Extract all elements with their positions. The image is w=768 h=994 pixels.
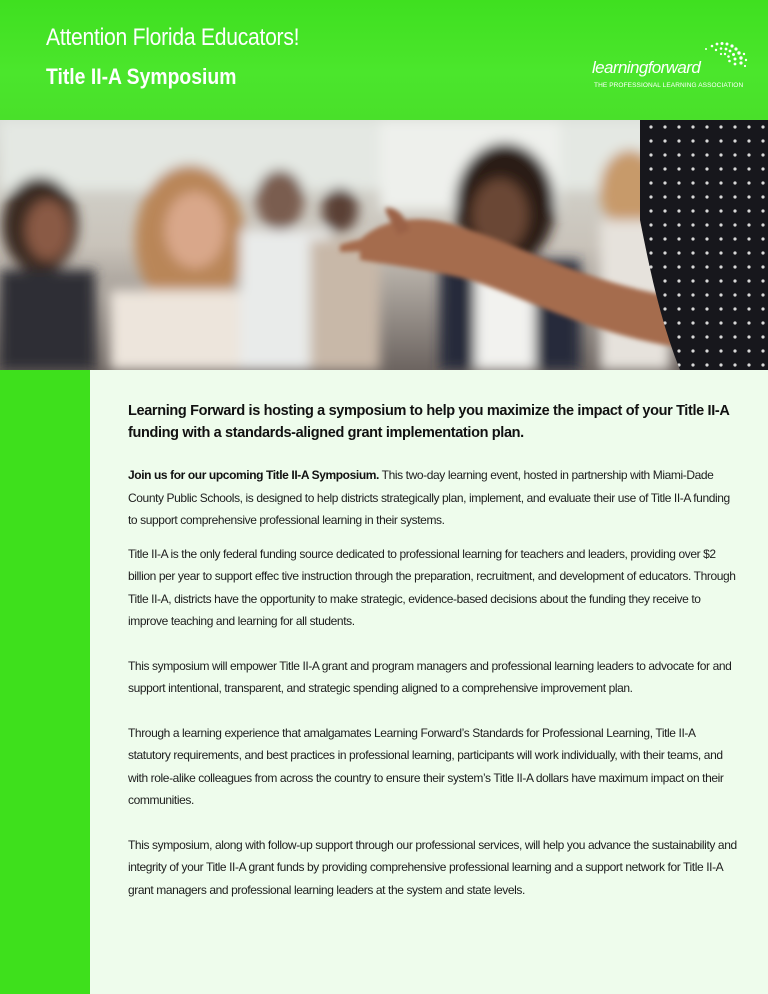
header-banner (0, 0, 768, 120)
left-accent-bar (0, 370, 90, 994)
page-subtitle: Title II-A Symposium (46, 64, 237, 89)
logo-tagline: THE PROFESSIONAL LEARNING ASSOCIATION (594, 82, 744, 89)
learning-forward-logo (592, 40, 752, 96)
intro-paragraph (128, 464, 738, 532)
photo-illustration (0, 120, 768, 370)
intro-bold: Join us for our upcoming Title II-A Symposium. (128, 468, 379, 482)
body-text (128, 400, 738, 912)
lead-statement: Learning Forward is hosting a symposium to help you maximize the impact of your Title II-A funding with a standards-aligned grant implementation plan. (128, 403, 729, 441)
paragraph-empower: This symposium will empower Title II-A grant and program managers and professional learning leaders to advocate for and support intentional, transparent, and strategic spending aligned to a comprehensive improvement plan. (128, 658, 732, 695)
logo-wordmark: learningforward (592, 58, 701, 77)
paragraph-experience: Through a learning experience that amalgamates Learning Forward’s Standards for Professional Learning, Title II-A statutory requirements, and best practices in professional learning, participants will work individually, with their teams, and with role-alike colleagues from across the country to ensure their system’s Title II-A dollars have maximum impact on their communities. (128, 725, 724, 807)
page-title: Attention Florida Educators! (46, 24, 300, 51)
presenter-audience-photo (0, 120, 768, 370)
intro-rest: This two-day learning event, hosted in partnership with Miami-Dade County Public Schools, is designed to help districts strategically plan, implement, and evaluate their use of Title II-A funding to support comprehensive professional learning in their systems. (128, 468, 730, 527)
paragraph-funding: Title II-A is the only federal funding source dedicated to professional learning for teachers and leaders, providing over $2 billion per year to support effec tive instruction through the preparation, recruitment, and development of educators. Through Title II-A, districts have the opportunity to make strategic, evidence-based decisions about the funding they receive to improve teaching and learning for all students. (128, 546, 736, 628)
paragraph-support: This symposium, along with follow-up support through our professional services, will help you advance the sustainability and integrity of your Title II-A grant funds by providing comprehensive professional learning and a support network for Title II-A grant managers and professional learning leaders at the system and state levels. (128, 837, 737, 897)
logo-dots-icon (698, 40, 750, 76)
content-panel (90, 370, 768, 994)
